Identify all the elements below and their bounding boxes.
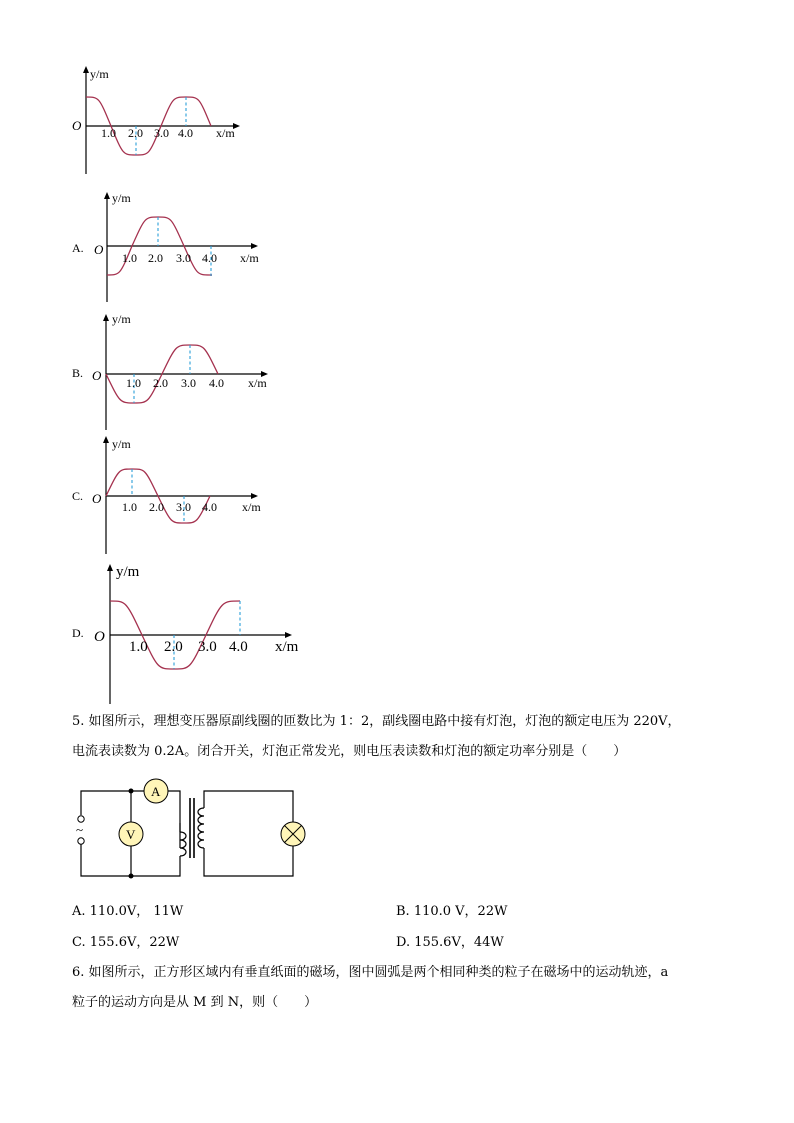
tick-label: 1.0 <box>129 639 148 655</box>
tick-label: 2.0 <box>164 639 183 655</box>
wave-graph-option-a-svg <box>70 188 270 308</box>
tick-label: 4.0 <box>202 251 217 265</box>
option-label: D. <box>72 626 84 640</box>
junction-dot <box>129 789 134 794</box>
y-axis-label: y/m <box>116 564 140 580</box>
y-axis-label: y/m <box>112 312 131 326</box>
x-axis-label: x/m <box>242 500 261 514</box>
option-label: A. <box>72 241 84 255</box>
origin-label: O <box>92 491 102 506</box>
q5-option-b[interactable]: B. 110.0 V，22W <box>396 904 508 919</box>
tick-label: 3.0 <box>176 251 191 265</box>
wave-graph-option-b-svg <box>70 310 280 434</box>
wave-graph-option-c <box>70 436 270 556</box>
tick-label: 4.0 <box>209 376 224 390</box>
ac-source-symbol: ~ <box>76 822 84 837</box>
q5-option-a[interactable]: A. 110.0V， 11W <box>72 904 184 919</box>
y-axis-label: y/m <box>90 67 109 81</box>
q5-option-c[interactable]: C. 155.6V，22W <box>72 935 180 950</box>
wave-graph-option-b <box>70 310 280 434</box>
q5-option-d[interactable]: D. 155.6V，44W <box>396 935 504 950</box>
origin-label: O <box>94 629 105 645</box>
tick-label: 4.0 <box>202 500 217 514</box>
tick-label: 4.0 <box>178 126 193 140</box>
transformer-circuit-svg <box>72 778 307 883</box>
tick-label: 2.0 <box>148 251 163 265</box>
secondary-coil-icon <box>198 808 204 848</box>
option-label: B. <box>72 366 84 380</box>
wave-graph-option-c-svg <box>70 436 270 556</box>
origin-label: O <box>94 242 104 257</box>
y-axis-arrow-icon <box>103 314 109 321</box>
y-axis-arrow-icon <box>103 436 109 443</box>
junction-dot <box>129 874 134 879</box>
x-axis-label: x/m <box>248 376 267 390</box>
y-axis-arrow-icon <box>107 564 113 571</box>
y-axis-label: y/m <box>112 191 131 205</box>
x-axis-label: x/m <box>216 126 235 140</box>
wave-graph-option-d-svg <box>70 560 310 706</box>
secondary-wire-bottom <box>204 846 293 876</box>
wave-graph-option-a <box>70 188 270 308</box>
tick-label: 1.0 <box>126 376 141 390</box>
y-axis-arrow-icon <box>104 192 110 199</box>
transformer-circuit-diagram <box>72 778 307 883</box>
secondary-wire-top <box>204 791 293 822</box>
question-6-line-2: 粒子的运动方向是从 M 到 N，则（ ） <box>72 995 318 1010</box>
ammeter-label: A <box>151 784 161 799</box>
origin-label: O <box>92 368 102 383</box>
option-label: C. <box>72 489 84 503</box>
question-5-line-2: 电流表读数为 0.2A。闭合开关，灯泡正常发光，则电压表读数和灯泡的额定功率分别是（ ） <box>72 744 627 759</box>
y-axis-label: y/m <box>112 437 131 451</box>
tick-label: 3.0 <box>154 126 169 140</box>
question-5-line-1: 5. 如图所示，理想变压器原副线圈的匝数比为 1：2，副线圈电路中接有灯泡，灯泡的额定电压为 220V， <box>72 714 681 729</box>
wave-graph-stem-svg <box>72 62 272 182</box>
tick-label: 1.0 <box>122 251 137 265</box>
primary-wire-top-left <box>81 791 144 815</box>
tick-label: 3.0 <box>181 376 196 390</box>
primary-wire-top-right <box>168 791 180 848</box>
tick-label: 4.0 <box>229 639 248 655</box>
x-axis-arrow-icon <box>285 632 292 638</box>
question-6-line-1: 6. 如图所示，正方形区域内有垂直纸面的磁场，图中圆弧是两个相同种类的粒子在磁场中的运动轨迹，a <box>72 965 669 980</box>
x-axis-arrow-icon <box>251 243 258 249</box>
x-axis-label: x/m <box>240 251 259 265</box>
origin-label: O <box>72 118 82 133</box>
x-axis-label: x/m <box>275 639 299 655</box>
tick-label: 2.0 <box>128 126 143 140</box>
x-axis-arrow-icon <box>251 493 258 499</box>
y-axis-arrow-icon <box>83 66 89 73</box>
wave-graph-stem <box>72 62 272 182</box>
wave-graph-option-d <box>70 560 310 706</box>
tick-label: 2.0 <box>153 376 168 390</box>
primary-coil-icon <box>180 832 186 856</box>
tick-label: 2.0 <box>149 500 164 514</box>
tick-label: 3.0 <box>176 500 191 514</box>
tick-label: 1.0 <box>122 500 137 514</box>
voltmeter-label: V <box>126 827 136 842</box>
tick-label: 3.0 <box>198 639 217 655</box>
tick-label: 1.0 <box>101 126 116 140</box>
source-terminal <box>78 838 84 844</box>
